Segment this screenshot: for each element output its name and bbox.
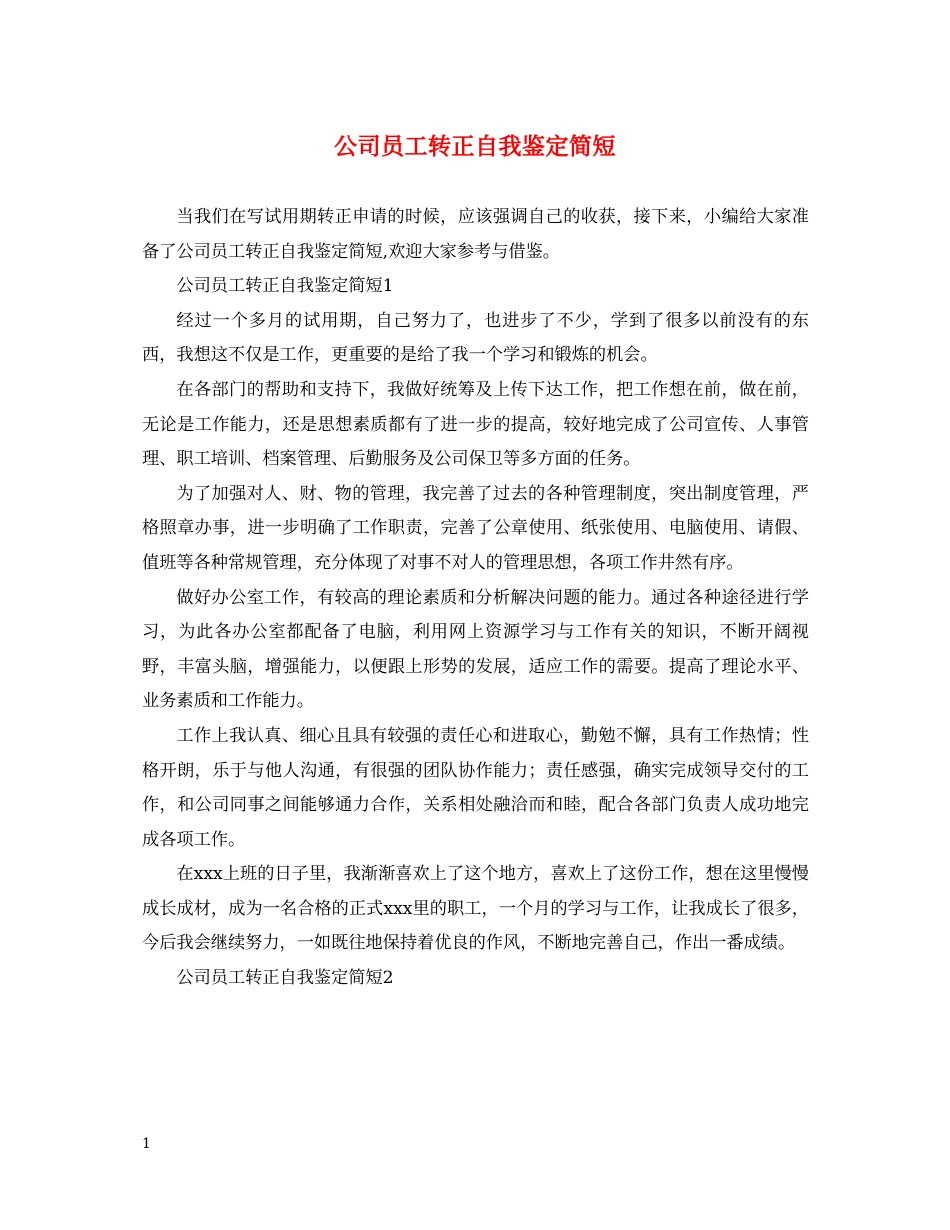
intro-paragraph: 当我们在写试用期转正申请的时候，应该强调自己的收获，接下来，小编给大家准备了公司员工转正自我鉴定简短,欢迎大家参考与借鉴。 xyxy=(142,207,809,262)
body-paragraph: 在各部门的帮助和支持下，我做好统筹及上传下达工作，把工作想在前，做在前，无论是工作能力，还是思想素质都有了进一步的提高，较好地完成了公司宣传、人事管理、职工培训、档案管理、后勤服务及公司保卫等多方面的任务。 xyxy=(142,379,809,470)
body-paragraph: 做好办公室工作，有较高的理论素质和分析解决问题的能力。通过各种途径进行学习，为此各办公室都配备了电脑，利用网上资源学习与工作有关的知识，不断开阔视野，丰富头脑，增强能力，以便跟上形势的发展，适应工作的需要。提高了理论水平、业务素质和工作能力。 xyxy=(142,587,809,712)
body-paragraph: 工作上我认真、细心且具有较强的责任心和进取心，勤勉不懈，具有工作热情；性格开朗，乐于与他人沟通，有很强的团队协作能力；责任感强，确实完成领导交付的工作，和公司同事之间能够通力合作，关系相处融洽而和睦，配合各部门负责人成功地完成各项工作。 xyxy=(142,725,809,850)
body-paragraph: 为了加强对人、财、物的管理，我完善了过去的各种管理制度，突出制度管理，严格照章办事，进一步明确了工作职责，完善了公章使用、纸张使用、电脑使用、请假、值班等各种常规管理，充分体现了对事不对人的管理思想，各项工作井然有序。 xyxy=(142,483,809,573)
section-heading-2: 公司员工转正自我鉴定简短2 xyxy=(176,968,394,989)
section-heading-1: 公司员工转正自我鉴定简短1 xyxy=(176,276,394,297)
document-body xyxy=(142,200,809,996)
document-title: 公司员工转正自我鉴定简短 xyxy=(334,133,616,160)
body-paragraph: 经过一个多月的试用期，自己努力了，也进步了不少，学到了很多以前没有的东西，我想这不仅是工作，更重要的是给了我一个学习和锻炼的机会。 xyxy=(142,310,809,366)
body-paragraph: 在xxx上班的日子里，我渐渐喜欢上了这个地方，喜欢上了这份工作，想在这里慢慢成长成材，成为一名合格的正式xxx里的职工，一个月的学习与工作，让我成长了很多，今后我会继续努力，一如既往地保持着优良的作风，不断地完善自己，作出一番成绩。 xyxy=(142,864,809,954)
page-number: 1 xyxy=(142,1136,151,1152)
